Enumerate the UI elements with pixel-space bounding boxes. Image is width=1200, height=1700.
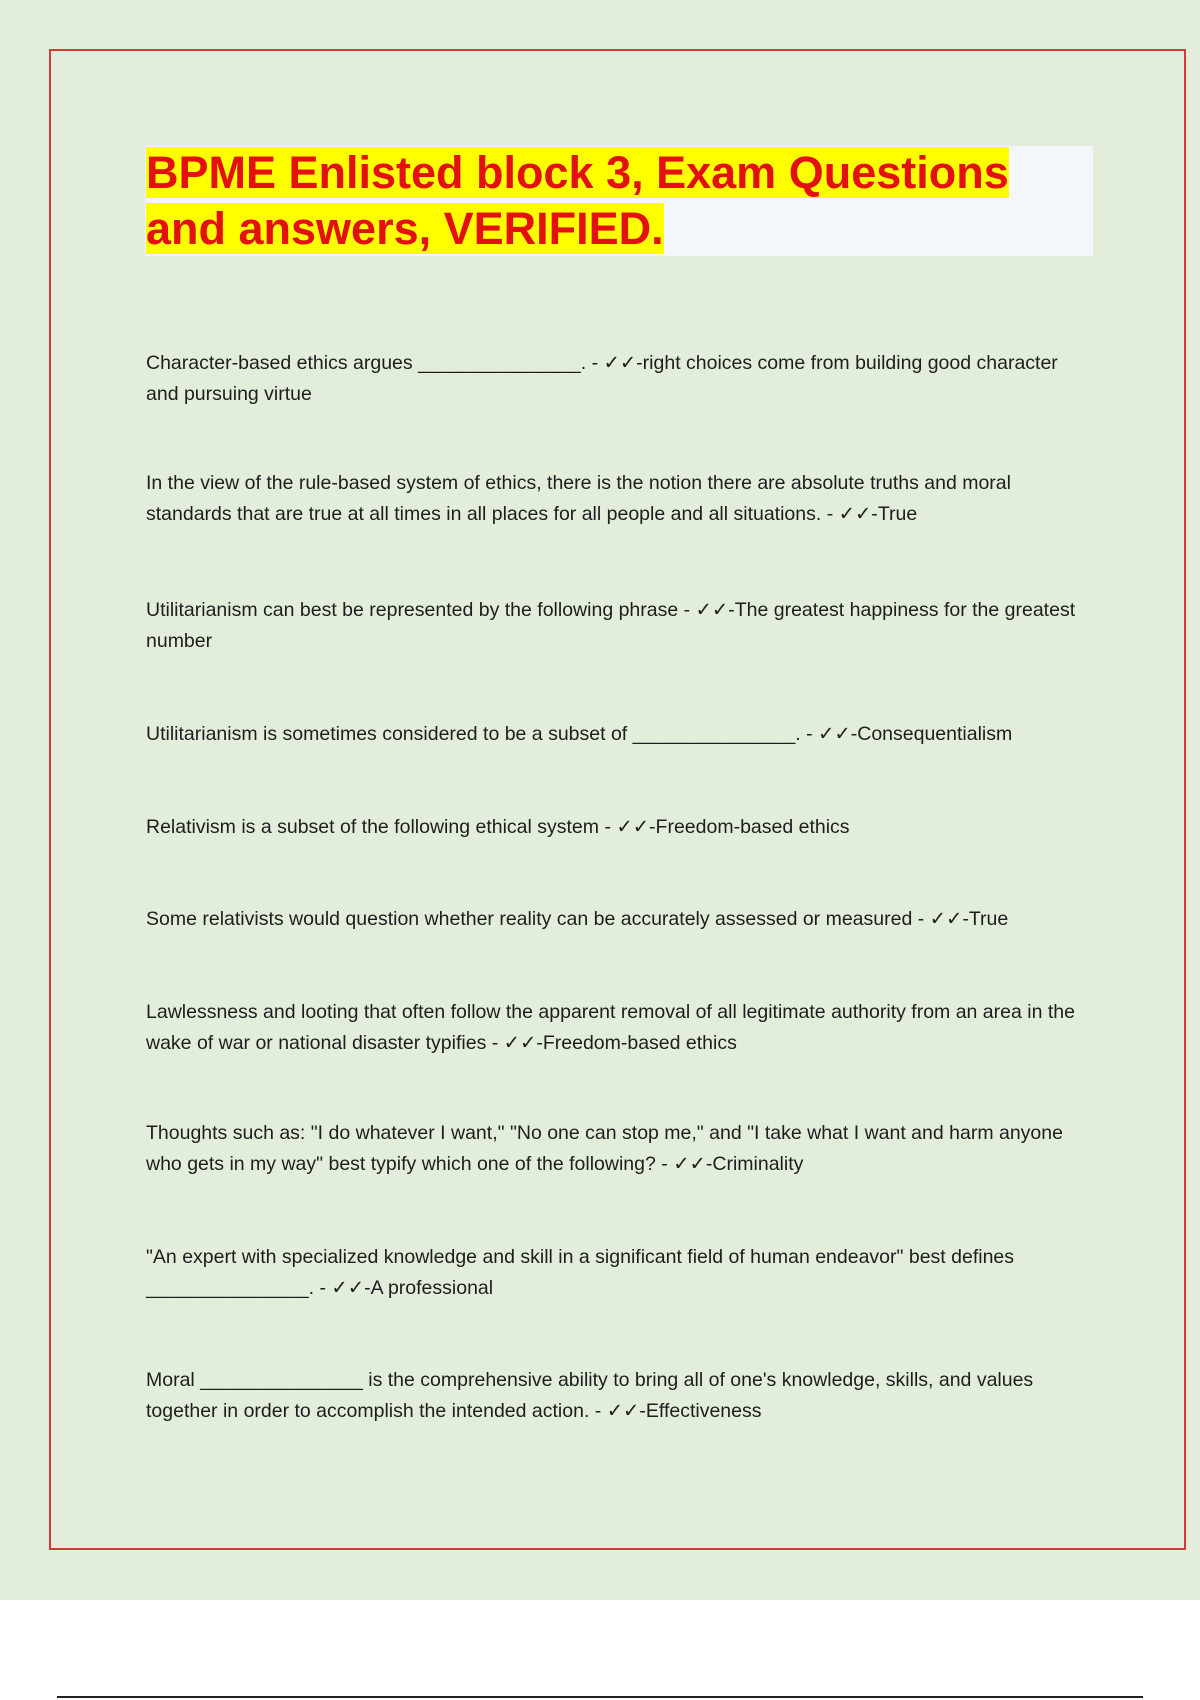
check-separator: - ✓✓- xyxy=(486,1032,543,1054)
answer-text: Criminality xyxy=(712,1153,804,1175)
check-separator: - ✓✓- xyxy=(800,723,858,745)
check-separator: - ✓✓- xyxy=(586,352,643,374)
qa-item xyxy=(146,904,1086,935)
page-border xyxy=(49,49,1186,1550)
question-text: Utilitarianism is sometimes considered to be a subset of _______________. xyxy=(146,723,801,745)
answer-text: Consequentialism xyxy=(857,723,1013,745)
question-text: Character-based ethics argues _______________. xyxy=(146,352,587,374)
question-text: Some relativists would question whether reality can be accurately assessed or measured xyxy=(146,908,913,930)
question-text: Utilitarianism can best be represented by the following phrase xyxy=(146,599,679,621)
qa-item xyxy=(146,1365,1086,1427)
answer-text: Freedom-based ethics xyxy=(542,1032,737,1054)
question-text: "An expert with specialized knowledge and skill in a significant field of human endeavor" best defines _______________. xyxy=(146,1246,1015,1299)
answer-text: Effectiveness xyxy=(645,1400,762,1422)
qa-item xyxy=(146,812,1086,843)
check-separator: - ✓✓- xyxy=(314,1277,371,1299)
check-separator: - ✓✓- xyxy=(599,816,656,838)
check-separator: - ✓✓- xyxy=(655,1153,713,1175)
document-title-text: BPME Enlisted block 3, Exam Questions and answers, VERIFIED. xyxy=(146,147,1009,254)
question-text: Moral _______________ is the comprehensive ability to bring all of one's knowledge, skills, and values together in order to accomplish the intended action. xyxy=(146,1369,1034,1422)
answer-text: A professional xyxy=(370,1277,494,1299)
qa-item xyxy=(146,348,1086,410)
qa-item xyxy=(146,719,1086,750)
question-text: Thoughts such as: "I do whatever I want," "No one can stop me," and "I take what I want and harm anyone who gets in my way" best typify which one of the following? xyxy=(146,1122,1063,1175)
check-separator: - ✓✓- xyxy=(821,503,878,525)
answer-text: Freedom-based ethics xyxy=(655,816,850,838)
qa-item xyxy=(146,1118,1086,1180)
check-separator: - ✓✓- xyxy=(589,1400,646,1422)
answer-text: right choices come from building good character and pursuing virtue xyxy=(146,352,1058,405)
answer-text: The greatest happiness for the greatest number xyxy=(146,599,1076,652)
document-title xyxy=(146,145,1086,257)
qa-item xyxy=(146,1242,1086,1304)
qa-item xyxy=(146,595,1086,657)
check-separator: - ✓✓- xyxy=(678,599,735,621)
answer-text: True xyxy=(877,503,918,525)
qa-item xyxy=(146,997,1086,1059)
question-text: In the view of the rule-based system of ethics, there is the notion there are absolute truths and moral standards that are true at all times in all places for all people and all situations. xyxy=(146,472,1011,525)
footer-rule xyxy=(57,1696,1143,1698)
question-text: Relativism is a subset of the following ethical system xyxy=(146,816,600,838)
check-separator: - ✓✓- xyxy=(912,908,969,930)
qa-item xyxy=(146,468,1086,530)
question-text: Lawlessness and looting that often follow the apparent removal of all legitimate authority from an area in the wake of war or national disaster typifies xyxy=(146,1001,1075,1054)
answer-text: True xyxy=(968,908,1009,930)
